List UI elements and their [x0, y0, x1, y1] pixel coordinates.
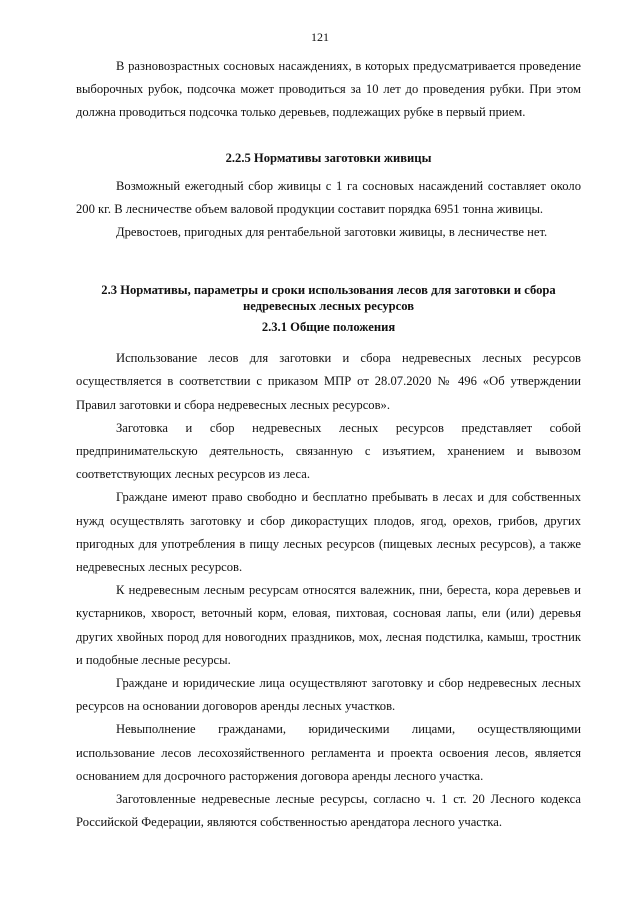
section-2-2-5-paragraph: Возможный ежегодный сбор живицы с 1 га сосновых насаждений составляет около 200 кг. В лесничестве объем валовой продукции составит порядка 6951 тонна живицы. — [76, 178, 581, 216]
page-number: 121 — [311, 30, 329, 44]
section-2-3-1-paragraph: Заготовленные недревесные лесные ресурсы, согласно ч. 1 ст. 20 Лесного кодекса Российской Федерации, являются собственностью арендатора лесного участка. — [76, 792, 581, 830]
section-2-3-heading-line1: 2.3 Нормативы, параметры и сроки использования лесов для заготовки и сбора — [101, 283, 556, 298]
section-2-2-5-paragraph: Древостоев, пригодных для рентабельной заготовки живицы, в лесничестве нет. — [116, 225, 548, 240]
section-2-3-heading-line2: недревесных лесных ресурсов — [242, 299, 415, 314]
section-2-3-1-paragraph: Использование лесов для заготовки и сбора недревесных лесных ресурсов осуществляется в соответствии с приказом МПР от 28.07.2020 № 496 «Об утверждении Правил заготовки и сбора недревесных лесных ресурсов». — [76, 351, 581, 412]
section-2-3-heading — [76, 282, 581, 314]
section-2-2-5-heading: 2.2.5 Нормативы заготовки живицы — [225, 150, 432, 165]
section-2-3-1-paragraph: Невыполнение гражданами, юридическими лицами, осуществляющими использование лесов лесохозяйственного регламента и проекта освоения лесов, является основанием для досрочного расторжения договора аренды лесного участка. — [76, 722, 581, 783]
document-body — [76, 55, 581, 834]
section-2-3-1-paragraph: Заготовка и сбор недревесных лесных ресурсов представляет собой предпринимательскую деятельность, связанную с изъятием, хранением и вывозом соответствующих лесных ресурсов из леса. — [76, 420, 581, 482]
section-2-3-1-paragraph: Граждане и юридические лица осуществляют заготовку и сбор недревесных лесных ресурсов на основании договоров аренды лесных участков. — [76, 676, 581, 714]
section-2-3-1-paragraph: К недревесным лесным ресурсам относятся валежник, пни, береста, кора деревьев и кустарников, хворост, веточный корм, еловая, пихтовая, сосновая лапы, ели (или) деревья других хвойных пород для новогодних праздников, мох, лесная подстилка, камыш, тростник и подобные лесные ресурсы. — [76, 583, 581, 667]
intro-paragraph: В разновозрастных сосновых насаждениях, в которых предусматривается проведение выборочных рубок, подсочка может проводиться за 10 лет до проведения рубки. При этом должна проводиться подсочка только деревьев, подлежащих рубке в первый прием. — [76, 59, 581, 120]
section-2-3-1-heading: 2.3.1 Общие положения — [261, 320, 396, 335]
section-2-3-1-paragraph: Граждане имеют право свободно и бесплатно пребывать в лесах и для собственных нужд осуществлять заготовку и сбор дикорастущих плодов, ягод, орехов, грибов, других пригодных для употребления в пищу лесных ресурсов (пищевых лесных ресурсов), а также недревесных лесных ресурсов. — [76, 490, 581, 575]
